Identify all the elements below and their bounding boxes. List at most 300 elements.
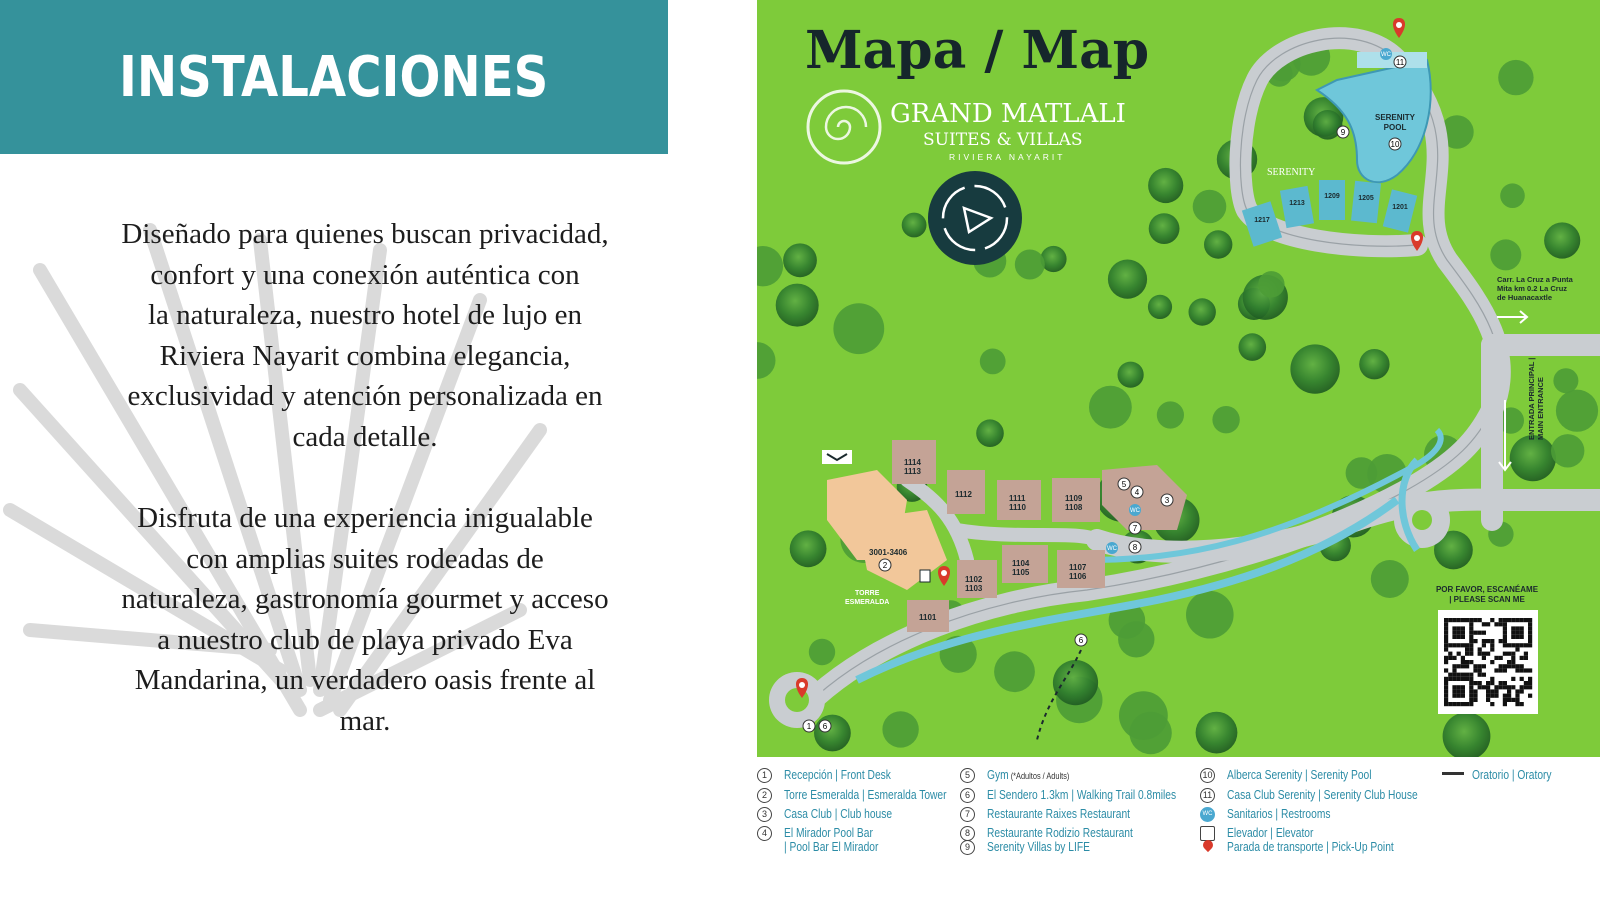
qr-cell bbox=[1528, 622, 1532, 626]
qr-cell bbox=[1469, 647, 1473, 651]
qr-cell bbox=[1444, 702, 1448, 706]
tree bbox=[1157, 401, 1184, 428]
qr-cell bbox=[1469, 694, 1473, 698]
tree bbox=[1498, 60, 1533, 95]
qr-cell bbox=[1461, 689, 1465, 693]
qr-cell bbox=[1452, 689, 1456, 693]
svg-text:7: 7 bbox=[1132, 524, 1138, 533]
building-label: 1106 bbox=[1069, 572, 1087, 581]
qr-cell bbox=[1486, 694, 1490, 698]
qr-cell bbox=[1499, 656, 1503, 660]
qr-cell bbox=[1515, 702, 1519, 706]
qr-cell bbox=[1507, 643, 1511, 647]
qr-cell bbox=[1478, 673, 1482, 677]
qr-cell bbox=[1469, 685, 1473, 689]
tree bbox=[976, 419, 1004, 447]
svg-text:Carr. La Cruz a Punta: Carr. La Cruz a Punta bbox=[1497, 275, 1573, 284]
qr-cell bbox=[1515, 647, 1519, 651]
qr-cell bbox=[1478, 681, 1482, 685]
text-line: mar. bbox=[339, 704, 391, 737]
qr-cell bbox=[1469, 673, 1473, 677]
qr-cell bbox=[1452, 631, 1456, 635]
qr-cell bbox=[1444, 668, 1448, 672]
qr-cell bbox=[1503, 681, 1507, 685]
text-line: Riviera Nayarit combina elegancia, bbox=[159, 339, 571, 372]
qr-cell bbox=[1461, 694, 1465, 698]
qr-cell bbox=[1457, 673, 1461, 677]
qr-cell bbox=[1452, 656, 1456, 660]
pool-label: SERENITY bbox=[1374, 113, 1416, 122]
building-label: 1110 bbox=[1009, 503, 1026, 512]
qr-code bbox=[1438, 610, 1538, 714]
tree bbox=[1149, 213, 1180, 244]
pool-label: POOL bbox=[1383, 123, 1407, 132]
qr-cell bbox=[1503, 668, 1507, 672]
qr-cell bbox=[1452, 635, 1456, 639]
qr-cell bbox=[1465, 677, 1469, 681]
tree bbox=[783, 243, 817, 277]
qr-cell bbox=[1524, 618, 1528, 622]
qr-cell bbox=[1524, 685, 1528, 689]
tree bbox=[902, 213, 927, 238]
qr-cell bbox=[1520, 626, 1524, 630]
svg-text:1213: 1213 bbox=[1289, 200, 1305, 207]
legend-marker: 11 bbox=[1200, 788, 1215, 803]
qr-cell bbox=[1461, 656, 1465, 660]
legend-item: Casa Club Serenity | Serenity Club House bbox=[1227, 788, 1418, 802]
legend-item: Elevador | Elevator bbox=[1227, 826, 1314, 840]
qr-cell bbox=[1503, 702, 1507, 706]
text-line: naturaleza, gastronomía gourmet y acceso bbox=[121, 583, 609, 615]
qr-cell bbox=[1482, 643, 1486, 647]
qr-cell bbox=[1444, 626, 1448, 630]
qr-cell bbox=[1486, 681, 1490, 685]
qr-cell bbox=[1457, 631, 1461, 635]
tree bbox=[1015, 250, 1045, 280]
qr-cell bbox=[1461, 660, 1465, 664]
qr-cell bbox=[1444, 685, 1448, 689]
tree bbox=[1371, 560, 1409, 598]
qr-cell bbox=[1503, 631, 1507, 635]
tree bbox=[1204, 230, 1232, 258]
qr-cell bbox=[1499, 681, 1503, 685]
svg-text:WC: WC bbox=[1107, 546, 1117, 552]
legend-item: Restaurante Rodizio Restaurant bbox=[987, 826, 1133, 840]
resort-map bbox=[757, 0, 1600, 757]
text-line: la naturaleza, nuestro hotel de lujo en bbox=[147, 299, 583, 331]
qr-cell bbox=[1473, 694, 1477, 698]
qr-cell bbox=[1503, 626, 1507, 630]
qr-cell bbox=[1494, 622, 1498, 626]
qr-cell bbox=[1465, 702, 1469, 706]
tree bbox=[1490, 239, 1521, 270]
qr-cell bbox=[1444, 622, 1448, 626]
qr-cell bbox=[1444, 689, 1448, 693]
qr-cell bbox=[1465, 664, 1469, 668]
qr-cell bbox=[1494, 656, 1498, 660]
svg-text:ENTRADA PRINCIPAL |: ENTRADA PRINCIPAL | bbox=[1527, 357, 1536, 440]
qr-cell bbox=[1507, 689, 1511, 693]
qr-cell bbox=[1520, 643, 1524, 647]
qr-cell bbox=[1444, 660, 1448, 664]
tree bbox=[1148, 295, 1172, 319]
qr-cell bbox=[1520, 677, 1524, 681]
legend-marker: 2 bbox=[757, 788, 772, 803]
tree bbox=[1118, 621, 1154, 657]
legend-marker: 7 bbox=[960, 807, 975, 822]
tree bbox=[1556, 390, 1598, 432]
qr-cell bbox=[1507, 618, 1511, 622]
qr-cell bbox=[1444, 639, 1448, 643]
svg-text:3: 3 bbox=[1164, 496, 1170, 505]
qr-cell bbox=[1461, 685, 1465, 689]
qr-cell bbox=[1503, 685, 1507, 689]
qr-cell bbox=[1515, 664, 1519, 668]
svg-text:1217: 1217 bbox=[1254, 217, 1270, 224]
qr-cell bbox=[1499, 622, 1503, 626]
svg-text:5: 5 bbox=[1121, 480, 1127, 489]
qr-cell bbox=[1444, 677, 1448, 681]
building-label: 1105 bbox=[1012, 568, 1030, 577]
qr-cell bbox=[1469, 643, 1473, 647]
svg-text:1: 1 bbox=[806, 722, 812, 731]
qr-cell bbox=[1520, 689, 1524, 693]
qr-cell bbox=[1457, 677, 1461, 681]
svg-text:1205: 1205 bbox=[1358, 195, 1374, 202]
oratory-icon bbox=[1442, 772, 1464, 775]
tree bbox=[1148, 168, 1183, 203]
qr-cell bbox=[1457, 626, 1461, 630]
qr-cell bbox=[1528, 694, 1532, 698]
svg-text:WC: WC bbox=[1130, 508, 1140, 514]
qr-cell bbox=[1478, 664, 1482, 668]
legend-item: Restaurante Raixes Restaurant bbox=[987, 807, 1131, 821]
oratory-icon bbox=[822, 450, 852, 464]
text-line: a nuestro club de playa privado Eva bbox=[157, 623, 573, 656]
building-label: 1114 bbox=[904, 458, 921, 467]
qr-cell bbox=[1473, 664, 1477, 668]
qr-cell bbox=[1515, 618, 1519, 622]
qr-cell bbox=[1478, 668, 1482, 672]
qr-cell bbox=[1520, 668, 1524, 672]
qr-cell bbox=[1452, 685, 1456, 689]
qr-cell bbox=[1457, 635, 1461, 639]
map-title: Mapa / Map bbox=[805, 20, 1150, 81]
svg-text:MAIN ENTRANCE: MAIN ENTRANCE bbox=[1536, 377, 1545, 440]
qr-cell bbox=[1503, 639, 1507, 643]
building-label: 1109 bbox=[1065, 494, 1083, 503]
tree bbox=[1553, 368, 1578, 393]
brand-subtitle: SUITES & VILLAS bbox=[923, 130, 1083, 150]
tree bbox=[1193, 190, 1227, 224]
qr-cell bbox=[1469, 689, 1473, 693]
qr-cell bbox=[1520, 685, 1524, 689]
building-label: 1102 bbox=[965, 575, 983, 584]
description-paragraph-1 bbox=[60, 214, 670, 457]
svg-text:9: 9 bbox=[1340, 128, 1346, 137]
qr-cell bbox=[1461, 643, 1465, 647]
qr-cell bbox=[1448, 656, 1452, 660]
legend-item: El Mirador Pool Bar bbox=[784, 826, 873, 840]
qr-cell bbox=[1528, 668, 1532, 672]
qr-cell bbox=[1490, 618, 1494, 622]
building-label: 1101 bbox=[919, 613, 937, 622]
tree bbox=[809, 639, 835, 665]
qr-cell bbox=[1511, 635, 1515, 639]
qr-cell bbox=[1444, 698, 1448, 702]
qr-cell bbox=[1457, 652, 1461, 656]
qr-cell bbox=[1503, 622, 1507, 626]
svg-text:WC: WC bbox=[1381, 52, 1391, 58]
qr-cell bbox=[1469, 702, 1473, 706]
text-line: con amplias suites rodeadas de bbox=[186, 542, 544, 575]
qr-cell bbox=[1515, 635, 1519, 639]
tree bbox=[1053, 660, 1098, 705]
qr-cell bbox=[1490, 689, 1494, 693]
qr-cell bbox=[1503, 694, 1507, 698]
tree bbox=[1196, 712, 1238, 754]
qr-cell bbox=[1452, 664, 1456, 668]
qr-cell bbox=[1444, 631, 1448, 635]
qr-cell bbox=[1478, 647, 1482, 651]
text-line: Disfruta de una experiencia inigualable bbox=[137, 502, 593, 534]
legend-item: Oratorio | Oratory bbox=[1472, 768, 1552, 782]
qr-cell bbox=[1478, 618, 1482, 622]
qr-cell bbox=[1528, 639, 1532, 643]
qr-cell bbox=[1503, 618, 1507, 622]
qr-cell bbox=[1486, 698, 1490, 702]
legend-item: Serenity Villas by LIFE bbox=[987, 840, 1090, 854]
qr-cell bbox=[1482, 631, 1486, 635]
qr-cell bbox=[1520, 702, 1524, 706]
legend-item: | Pool Bar El Mirador bbox=[784, 840, 879, 854]
qr-cell bbox=[1465, 673, 1469, 677]
qr-cell bbox=[1482, 639, 1486, 643]
qr-cell bbox=[1482, 673, 1486, 677]
qr-cell bbox=[1503, 698, 1507, 702]
qr-cell bbox=[1469, 639, 1473, 643]
svg-text:POR FAVOR, ESCANÉAME: POR FAVOR, ESCANÉAME bbox=[1435, 585, 1539, 594]
qr-cell bbox=[1465, 660, 1469, 664]
svg-text:4: 4 bbox=[1134, 488, 1140, 497]
qr-cell bbox=[1457, 685, 1461, 689]
qr-cell bbox=[1473, 631, 1477, 635]
legend-marker: 8 bbox=[960, 826, 975, 841]
qr-cell bbox=[1478, 652, 1482, 656]
qr-cell bbox=[1528, 618, 1532, 622]
legend-marker: 5 bbox=[960, 768, 975, 783]
qr-cell bbox=[1486, 685, 1490, 689]
legend-item: El Sendero 1.3km | Walking Trail 0.8miles bbox=[987, 788, 1177, 802]
qr-cell bbox=[1515, 631, 1519, 635]
qr-cell bbox=[1469, 660, 1473, 664]
qr-cell bbox=[1520, 618, 1524, 622]
qr-cell bbox=[1486, 622, 1490, 626]
qr-cell bbox=[1499, 685, 1503, 689]
tree bbox=[980, 349, 1006, 375]
qr-cell bbox=[1473, 618, 1477, 622]
qr-cell bbox=[1486, 689, 1490, 693]
qr-cell bbox=[1457, 664, 1461, 668]
qr-cell bbox=[1528, 643, 1532, 647]
qr-cell bbox=[1465, 618, 1469, 622]
tree bbox=[776, 284, 819, 327]
text-line: Diseñado para quienes buscan privacidad, bbox=[121, 218, 609, 250]
qr-cell bbox=[1448, 702, 1452, 706]
qr-cell bbox=[1515, 668, 1519, 672]
building-label: 1104 bbox=[1012, 559, 1030, 568]
brand-name: GRAND MATLALI bbox=[890, 99, 1126, 129]
qr-cell bbox=[1524, 652, 1528, 656]
qr-cell bbox=[1461, 626, 1465, 630]
qr-cell bbox=[1452, 668, 1456, 672]
building-label: 3001-3406 bbox=[869, 548, 908, 557]
qr-cell bbox=[1503, 643, 1507, 647]
qr-cell bbox=[1469, 652, 1473, 656]
map-legend bbox=[757, 768, 1600, 900]
qr-cell bbox=[1515, 698, 1519, 702]
qr-cell bbox=[1461, 664, 1465, 668]
legend-item: Parada de transporte | Pick-Up Point bbox=[1227, 840, 1394, 854]
qr-cell bbox=[1444, 656, 1448, 660]
qr-cell bbox=[1482, 652, 1486, 656]
tree bbox=[1510, 435, 1556, 481]
qr-cell bbox=[1503, 635, 1507, 639]
qr-cell bbox=[1490, 643, 1494, 647]
title-banner bbox=[0, 0, 668, 154]
qr-cell bbox=[1503, 652, 1507, 656]
legend-marker: 9 bbox=[960, 840, 975, 855]
qr-cell bbox=[1494, 668, 1498, 672]
legend-item: Casa Club | Club house bbox=[784, 807, 893, 821]
left-panel bbox=[0, 0, 760, 900]
tree bbox=[1186, 591, 1234, 639]
qr-cell bbox=[1524, 643, 1528, 647]
qr-cell bbox=[1511, 685, 1515, 689]
qr-cell bbox=[1524, 681, 1528, 685]
legend-item: Gym (*Adultos / Adults) bbox=[987, 768, 1070, 782]
qr-cell bbox=[1490, 677, 1494, 681]
svg-text:Mita km 0.2 La Cruz: Mita km 0.2 La Cruz bbox=[1497, 284, 1568, 293]
qr-cell bbox=[1486, 652, 1490, 656]
qr-cell bbox=[1473, 639, 1477, 643]
tree bbox=[1118, 362, 1144, 388]
qr-cell bbox=[1469, 698, 1473, 702]
legend-marker: 1 bbox=[757, 768, 772, 783]
qr-cell bbox=[1473, 689, 1477, 693]
qr-cell bbox=[1482, 622, 1486, 626]
qr-cell bbox=[1507, 652, 1511, 656]
qr-cell bbox=[1482, 656, 1486, 660]
tree bbox=[1108, 260, 1147, 299]
tree bbox=[1359, 349, 1389, 379]
qr-cell bbox=[1490, 694, 1494, 698]
qr-cell bbox=[1528, 626, 1532, 630]
tree bbox=[994, 651, 1035, 692]
qr-cell bbox=[1528, 635, 1532, 639]
tree bbox=[1189, 298, 1216, 325]
svg-text:8: 8 bbox=[1132, 543, 1138, 552]
elevator-icon bbox=[920, 570, 930, 582]
description-paragraph-2 bbox=[60, 498, 670, 741]
qr-cell bbox=[1503, 664, 1507, 668]
compass-icon bbox=[928, 171, 1022, 265]
legend-marker: 10 bbox=[1200, 768, 1215, 783]
qr-cell bbox=[1469, 622, 1473, 626]
building-label: 1107 bbox=[1069, 563, 1087, 572]
qr-cell bbox=[1499, 618, 1503, 622]
tower-label: TORRE bbox=[855, 590, 880, 597]
building-label: 1111 bbox=[1009, 494, 1026, 503]
tree bbox=[1089, 386, 1132, 429]
qr-cell bbox=[1452, 694, 1456, 698]
qr-cell bbox=[1461, 702, 1465, 706]
building-label: 1108 bbox=[1065, 503, 1083, 512]
tree bbox=[882, 711, 918, 747]
qr-cell bbox=[1494, 689, 1498, 693]
qr-cell bbox=[1452, 673, 1456, 677]
tree bbox=[814, 715, 851, 752]
qr-cell bbox=[1524, 668, 1528, 672]
svg-text:11: 11 bbox=[1395, 58, 1405, 67]
tree bbox=[1239, 333, 1267, 361]
qr-cell bbox=[1448, 677, 1452, 681]
building-label: 1103 bbox=[965, 584, 983, 593]
qr-cell bbox=[1473, 698, 1477, 702]
legend-item: Torre Esmeralda | Esmeralda Tower bbox=[784, 788, 947, 802]
qr-cell bbox=[1511, 652, 1515, 656]
qr-cell bbox=[1452, 677, 1456, 681]
qr-cell bbox=[1490, 681, 1494, 685]
qr-cell bbox=[1524, 656, 1528, 660]
qr-cell bbox=[1511, 656, 1515, 660]
qr-cell bbox=[1515, 643, 1519, 647]
qr-cell bbox=[1494, 685, 1498, 689]
qr-cell bbox=[1507, 694, 1511, 698]
qr-cell bbox=[1457, 689, 1461, 693]
qr-cell bbox=[1469, 618, 1473, 622]
qr-cell bbox=[1515, 689, 1519, 693]
qr-cell bbox=[1520, 664, 1524, 668]
qr-cell bbox=[1473, 668, 1477, 672]
qr-cell bbox=[1490, 647, 1494, 651]
qr-cell bbox=[1444, 643, 1448, 647]
qr-cell bbox=[1452, 626, 1456, 630]
qr-cell bbox=[1507, 685, 1511, 689]
svg-text:10: 10 bbox=[1390, 140, 1400, 149]
qr-cell bbox=[1444, 694, 1448, 698]
qr-cell bbox=[1457, 694, 1461, 698]
svg-text:6: 6 bbox=[822, 722, 828, 731]
qr-cell bbox=[1469, 631, 1473, 635]
qr-cell bbox=[1515, 694, 1519, 698]
svg-text:de Huanacaxtle: de Huanacaxtle bbox=[1497, 293, 1553, 302]
qr-cell bbox=[1461, 635, 1465, 639]
qr-cell bbox=[1448, 652, 1452, 656]
qr-cell bbox=[1469, 635, 1473, 639]
qr-cell bbox=[1520, 656, 1524, 660]
qr-cell bbox=[1469, 677, 1473, 681]
qr-cell bbox=[1465, 647, 1469, 651]
qr-cell bbox=[1461, 673, 1465, 677]
qr-cell bbox=[1469, 626, 1473, 630]
text-line: Mandarina, un verdadero oasis frente al bbox=[134, 664, 596, 696]
qr-cell bbox=[1452, 618, 1456, 622]
qr-cell bbox=[1465, 643, 1469, 647]
qr-cell bbox=[1507, 664, 1511, 668]
qr-cell bbox=[1511, 618, 1515, 622]
svg-text:6: 6 bbox=[1078, 636, 1084, 645]
